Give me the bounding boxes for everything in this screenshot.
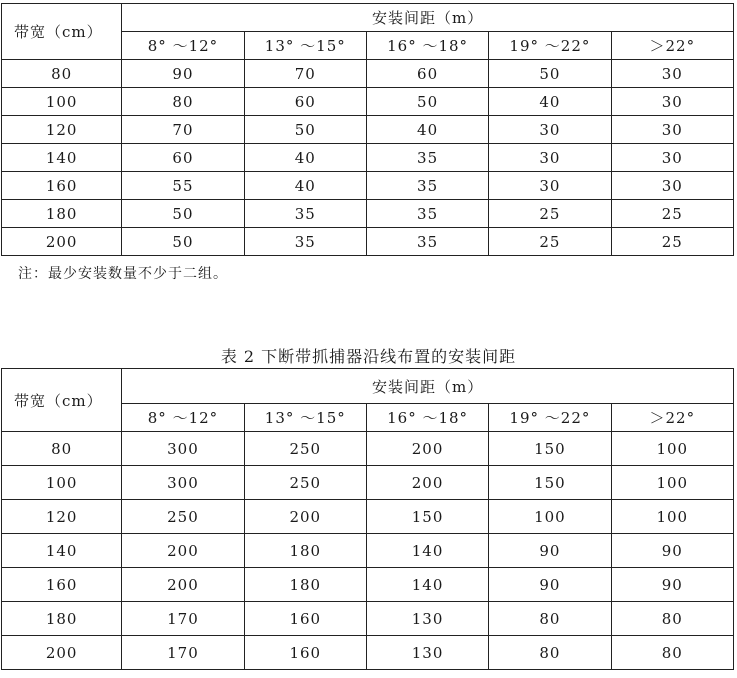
- table-cell: 25: [611, 228, 733, 256]
- table-cell: 35: [244, 228, 366, 256]
- table-cell: 30: [489, 116, 611, 144]
- table-cell: 160: [244, 636, 366, 670]
- table-cell: 90: [611, 534, 733, 568]
- table-cell: 80: [2, 432, 122, 466]
- table-cell: 35: [366, 172, 488, 200]
- table-cell: 25: [611, 200, 733, 228]
- table-cell: 200: [2, 228, 122, 256]
- table-cell: 140: [366, 568, 488, 602]
- table-cell: 170: [122, 636, 244, 670]
- table-cell: 200: [366, 466, 488, 500]
- table-row: [2, 60, 734, 88]
- table2-angle-header: 16° ～18°: [366, 404, 488, 432]
- table-cell: 100: [2, 466, 122, 500]
- table-cell: 90: [122, 60, 244, 88]
- table-cell: 25: [489, 228, 611, 256]
- table2-body: [2, 369, 734, 670]
- table-cell: 50: [122, 228, 244, 256]
- table-cell: 55: [122, 172, 244, 200]
- table-cell: 40: [244, 172, 366, 200]
- table-cell: 50: [489, 60, 611, 88]
- table-row: [2, 568, 734, 602]
- table-cell: 70: [244, 60, 366, 88]
- table-cell: 30: [611, 172, 733, 200]
- table-cell: 35: [244, 200, 366, 228]
- table-cell: 100: [2, 88, 122, 116]
- spacing-table-1: [1, 3, 734, 256]
- table-cell: 170: [122, 602, 244, 636]
- table-cell: 160: [244, 602, 366, 636]
- table-cell: 30: [489, 172, 611, 200]
- table-row: [2, 116, 734, 144]
- table-cell: 130: [366, 636, 488, 670]
- table1-angle-header: 16° ～18°: [366, 32, 488, 60]
- table-cell: 90: [489, 534, 611, 568]
- table1-angle-header: ＞22°: [611, 32, 733, 60]
- table-cell: 250: [244, 432, 366, 466]
- table-cell: 90: [611, 568, 733, 602]
- table-row: [2, 602, 734, 636]
- table-cell: 35: [366, 200, 488, 228]
- table1-note: 注：最少安装数量不少于二组。: [18, 266, 228, 282]
- table-cell: 90: [489, 568, 611, 602]
- table-cell: 30: [611, 88, 733, 116]
- spacing-table-2: [1, 368, 734, 670]
- table-cell: 180: [244, 534, 366, 568]
- table-cell: 60: [244, 88, 366, 116]
- table-cell: 80: [122, 88, 244, 116]
- table-cell: 80: [2, 60, 122, 88]
- table-cell: 150: [366, 500, 488, 534]
- table-cell: 200: [366, 432, 488, 466]
- table-cell: 30: [611, 60, 733, 88]
- table-row: [2, 534, 734, 568]
- table-cell: 30: [611, 116, 733, 144]
- table-cell: 140: [2, 534, 122, 568]
- table-cell: 140: [366, 534, 488, 568]
- table-cell: 200: [2, 636, 122, 670]
- table2-angle-header: 8° ～12°: [122, 404, 244, 432]
- table-cell: 80: [489, 636, 611, 670]
- table2-header-row: [2, 369, 734, 404]
- table-cell: 180: [2, 200, 122, 228]
- table2-width-header: 带宽（cm）: [2, 369, 122, 432]
- table-row: [2, 172, 734, 200]
- table-cell: 25: [489, 200, 611, 228]
- table-cell: 50: [366, 88, 488, 116]
- table-row: [2, 200, 734, 228]
- table-row: [2, 500, 734, 534]
- table-cell: 50: [244, 116, 366, 144]
- table2-angle-header: ＞22°: [611, 404, 733, 432]
- table-cell: 180: [244, 568, 366, 602]
- table-cell: 35: [366, 144, 488, 172]
- table-cell: 40: [366, 116, 488, 144]
- table-cell: 300: [122, 432, 244, 466]
- table-cell: 60: [122, 144, 244, 172]
- table-row: [2, 466, 734, 500]
- table-cell: 130: [366, 602, 488, 636]
- table-cell: 100: [489, 500, 611, 534]
- table-cell: 200: [122, 534, 244, 568]
- table-cell: 180: [2, 602, 122, 636]
- table2-caption: 表 2 下断带抓捕器沿线布置的安装间距: [220, 347, 517, 366]
- table-row: [2, 636, 734, 670]
- table-row: [2, 228, 734, 256]
- table-row: [2, 432, 734, 466]
- table-cell: 160: [2, 568, 122, 602]
- table1-spacing-header: 安装间距（m）: [122, 4, 734, 32]
- table1-angle-header: 8° ～12°: [122, 32, 244, 60]
- table-cell: 80: [489, 602, 611, 636]
- table-cell: 100: [611, 500, 733, 534]
- table-cell: 30: [611, 144, 733, 172]
- table-cell: 150: [489, 466, 611, 500]
- table-row: [2, 144, 734, 172]
- table1-body: [2, 4, 734, 256]
- table-cell: 40: [244, 144, 366, 172]
- table1-angle-header: 13° ～15°: [244, 32, 366, 60]
- table-cell: 160: [2, 172, 122, 200]
- table-cell: 200: [244, 500, 366, 534]
- table-cell: 40: [489, 88, 611, 116]
- table-cell: 50: [122, 200, 244, 228]
- table-row: [2, 88, 734, 116]
- table-cell: 120: [2, 116, 122, 144]
- table-cell: 80: [611, 636, 733, 670]
- table-cell: 200: [122, 568, 244, 602]
- table-cell: 250: [244, 466, 366, 500]
- table2-spacing-header: 安装间距（m）: [122, 369, 734, 404]
- table2-angle-header: 13° ～15°: [244, 404, 366, 432]
- table-cell: 70: [122, 116, 244, 144]
- table1-width-header: 带宽（cm）: [2, 4, 122, 60]
- table-cell: 300: [122, 466, 244, 500]
- table2-angle-header: 19° ～22°: [489, 404, 611, 432]
- table-cell: 80: [611, 602, 733, 636]
- table-cell: 30: [489, 144, 611, 172]
- table-cell: 250: [122, 500, 244, 534]
- table-cell: 100: [611, 432, 733, 466]
- table-cell: 120: [2, 500, 122, 534]
- table-cell: 60: [366, 60, 488, 88]
- table-cell: 35: [366, 228, 488, 256]
- table1-header-row: [2, 4, 734, 32]
- table-cell: 150: [489, 432, 611, 466]
- table-cell: 140: [2, 144, 122, 172]
- table-cell: 100: [611, 466, 733, 500]
- table1-angle-header: 19° ～22°: [489, 32, 611, 60]
